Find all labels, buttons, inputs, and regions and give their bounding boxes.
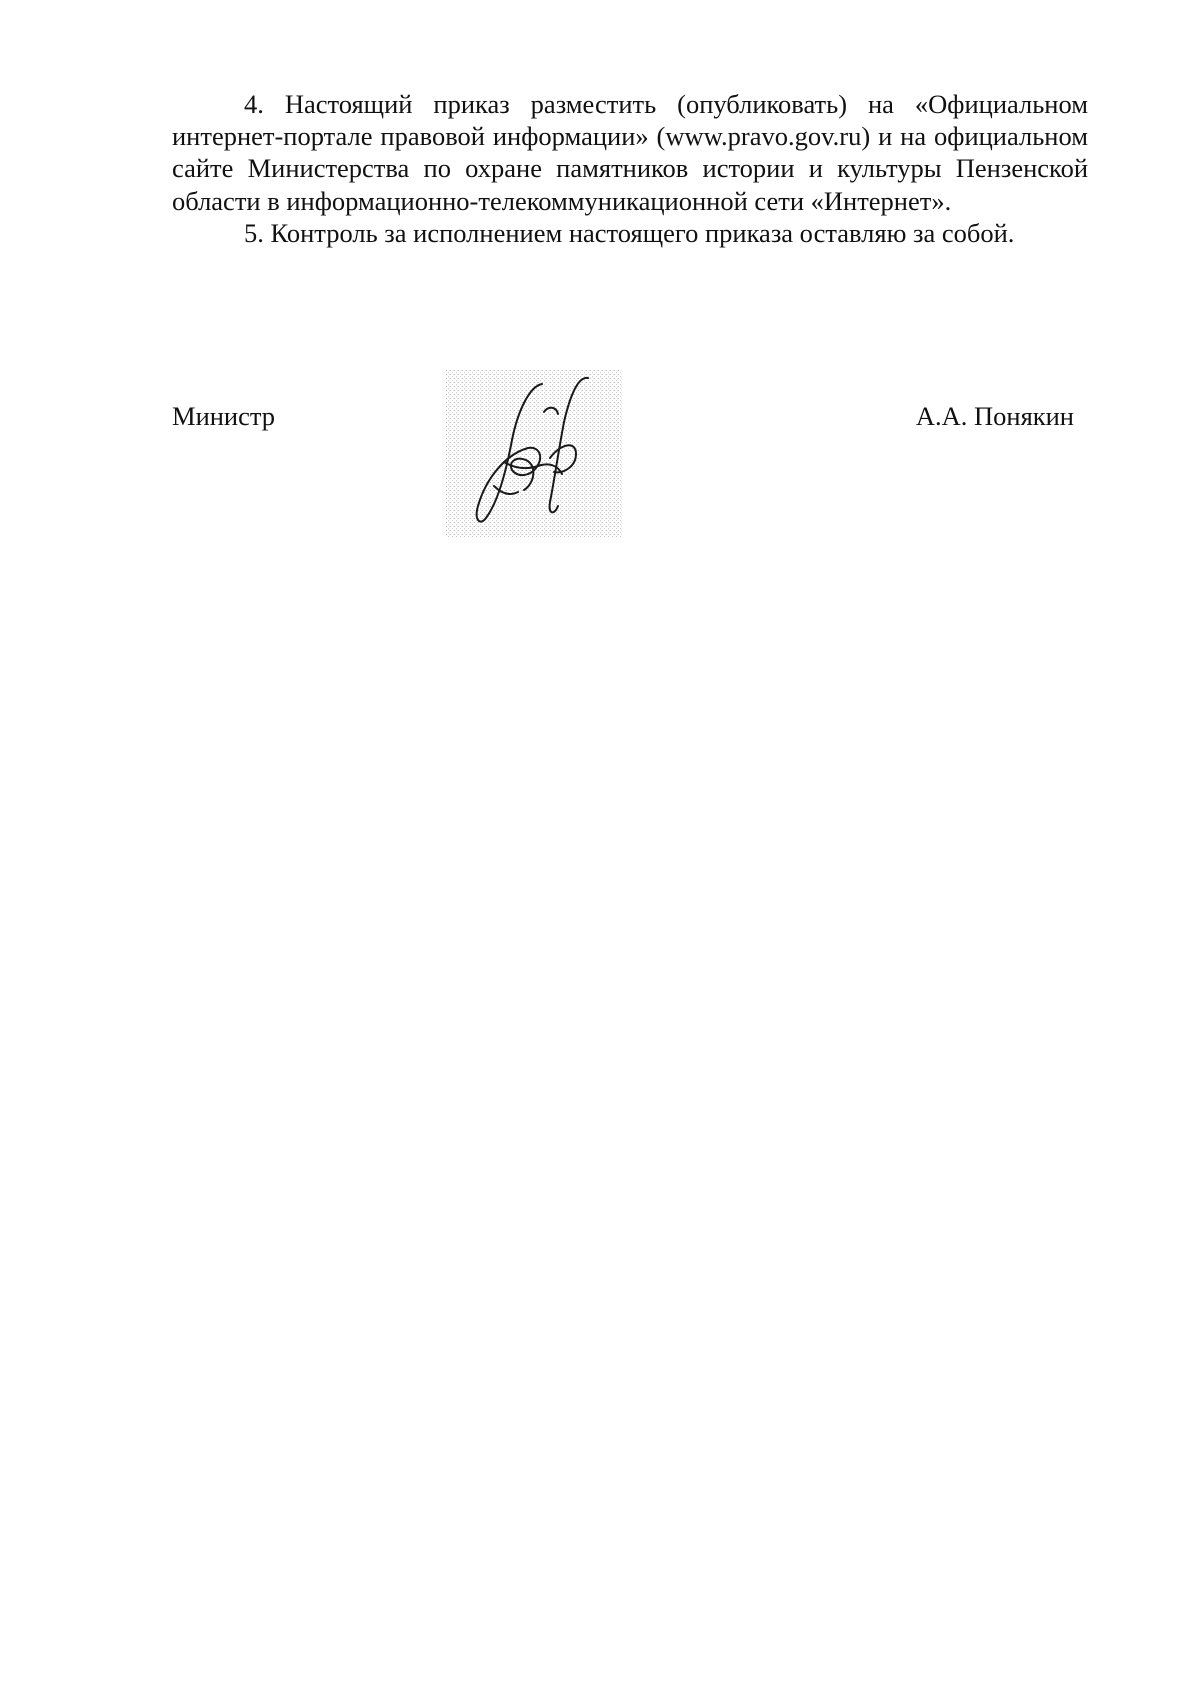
order-text: [172, 88, 1088, 249]
paragraph-5: 5. Контроль за исполнением настоящего приказа оставляю за собой.: [244, 217, 1015, 248]
signer-name: А.А. Понякин: [915, 401, 1074, 431]
signature-block: [172, 400, 1074, 440]
paragraph-4: 4. Настоящий приказ разместить (опубликовать) на «Официальном интернет-портале правовой информации» (www.pravo.gov.ru) и на официальном сайте Министерства по охране памятников истории и культуры Пензенской области в информационно-телекоммуникационной сети «Интернет».: [172, 89, 1088, 216]
signer-role: Министр: [172, 401, 276, 431]
signature-icon: [446, 370, 622, 538]
